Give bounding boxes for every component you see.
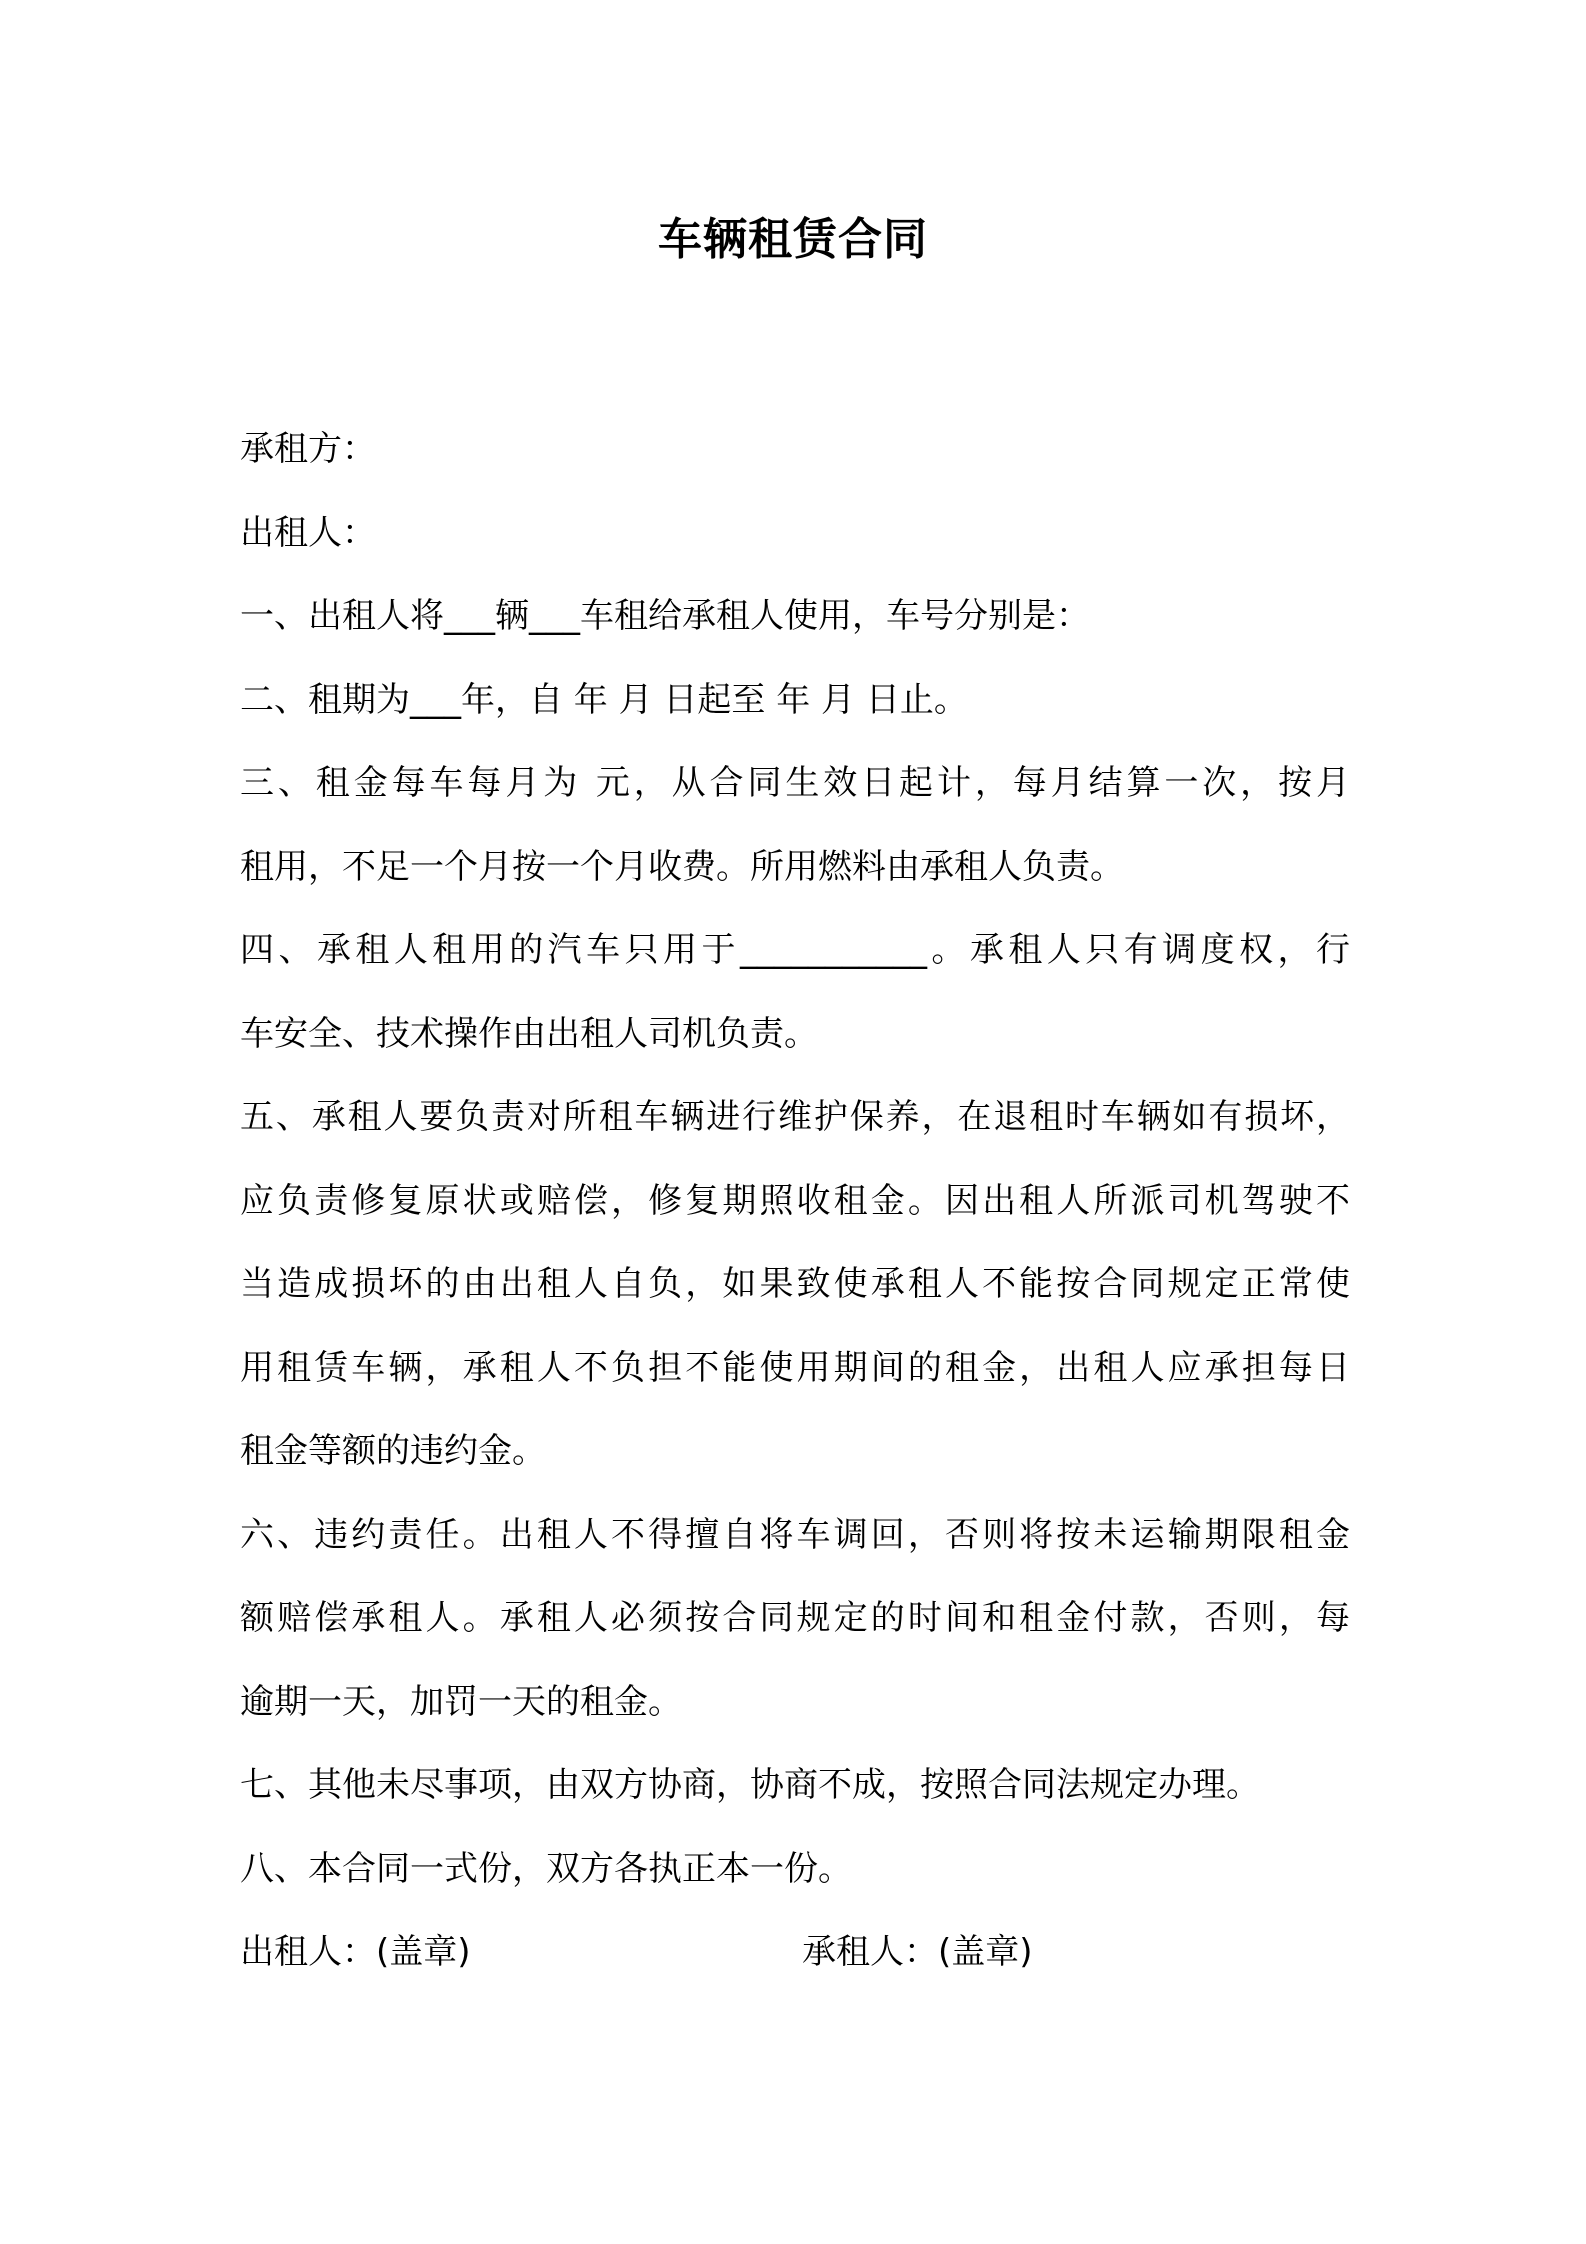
clause-4-line-1: 四、承租人租用的汽车只用于___________。承租人只有调度权，行 [240,930,1350,970]
lessee-line: 承租方： [240,429,376,469]
clause-4-line-2: 车安全、技术操作由出租人司机负责。 [240,1013,818,1054]
clause-6-line-3: 逾期一天，加罚一天的租金。 [240,1681,682,1722]
signature-row [240,1911,1350,1995]
clause-5-line-1: 五、承租人要负责对所租车辆进行维护保养，在退租时车辆如有损坏， [240,1097,1350,1137]
clause-5-line-5: 租金等额的违约金。 [240,1431,546,1471]
clause-2: 二、租期为___年，自 年 月 日起至 年 月 日止。 [240,679,968,720]
clause-6-line-1: 六、违约责任。出租人不得擅自将车调回，否则将按未运输期限租金 [240,1514,1350,1555]
clause-3-line-2: 租用，不足一个月按一个月收费。所用燃料由承租人负责。 [240,846,1124,887]
lessor-line: 出租人： [240,512,376,553]
clause-8: 八、本合同一式份，双方各执正本一份。 [240,1848,852,1889]
clause-1: 一、出租人将___辆___车租给承租人使用，车号分别是： [240,596,1090,636]
clause-5-line-2: 应负责修复原状或赔偿，修复期照收租金。因出租人所派司机驾驶不 [240,1180,1350,1221]
clause-5-line-4: 用租赁车辆，承租人不负担不能使用期间的租金，出租人应承担每日 [240,1347,1350,1388]
lessee-signature: 承租人：(盖章) [802,1932,1033,1972]
lessor-signature: 出租人：(盖章) [240,1932,471,1972]
clause-7: 七、其他未尽事项，由双方协商，协商不成，按照合同法规定办理。 [240,1765,1260,1805]
clause-5-line-3: 当造成损坏的由出租人自负，如果致使承租人不能按合同规定正常使 [240,1264,1350,1304]
clause-3-line-1: 三、租金每车每月为 元，从合同生效日起计，每月结算一次，按月 [240,763,1350,803]
contract-body [240,408,1350,1995]
clause-6-line-2: 额赔偿承租人。承租人必须按合同规定的时间和租金付款，否则，每 [240,1598,1350,1638]
document-title: 车辆租赁合同 [658,214,928,265]
